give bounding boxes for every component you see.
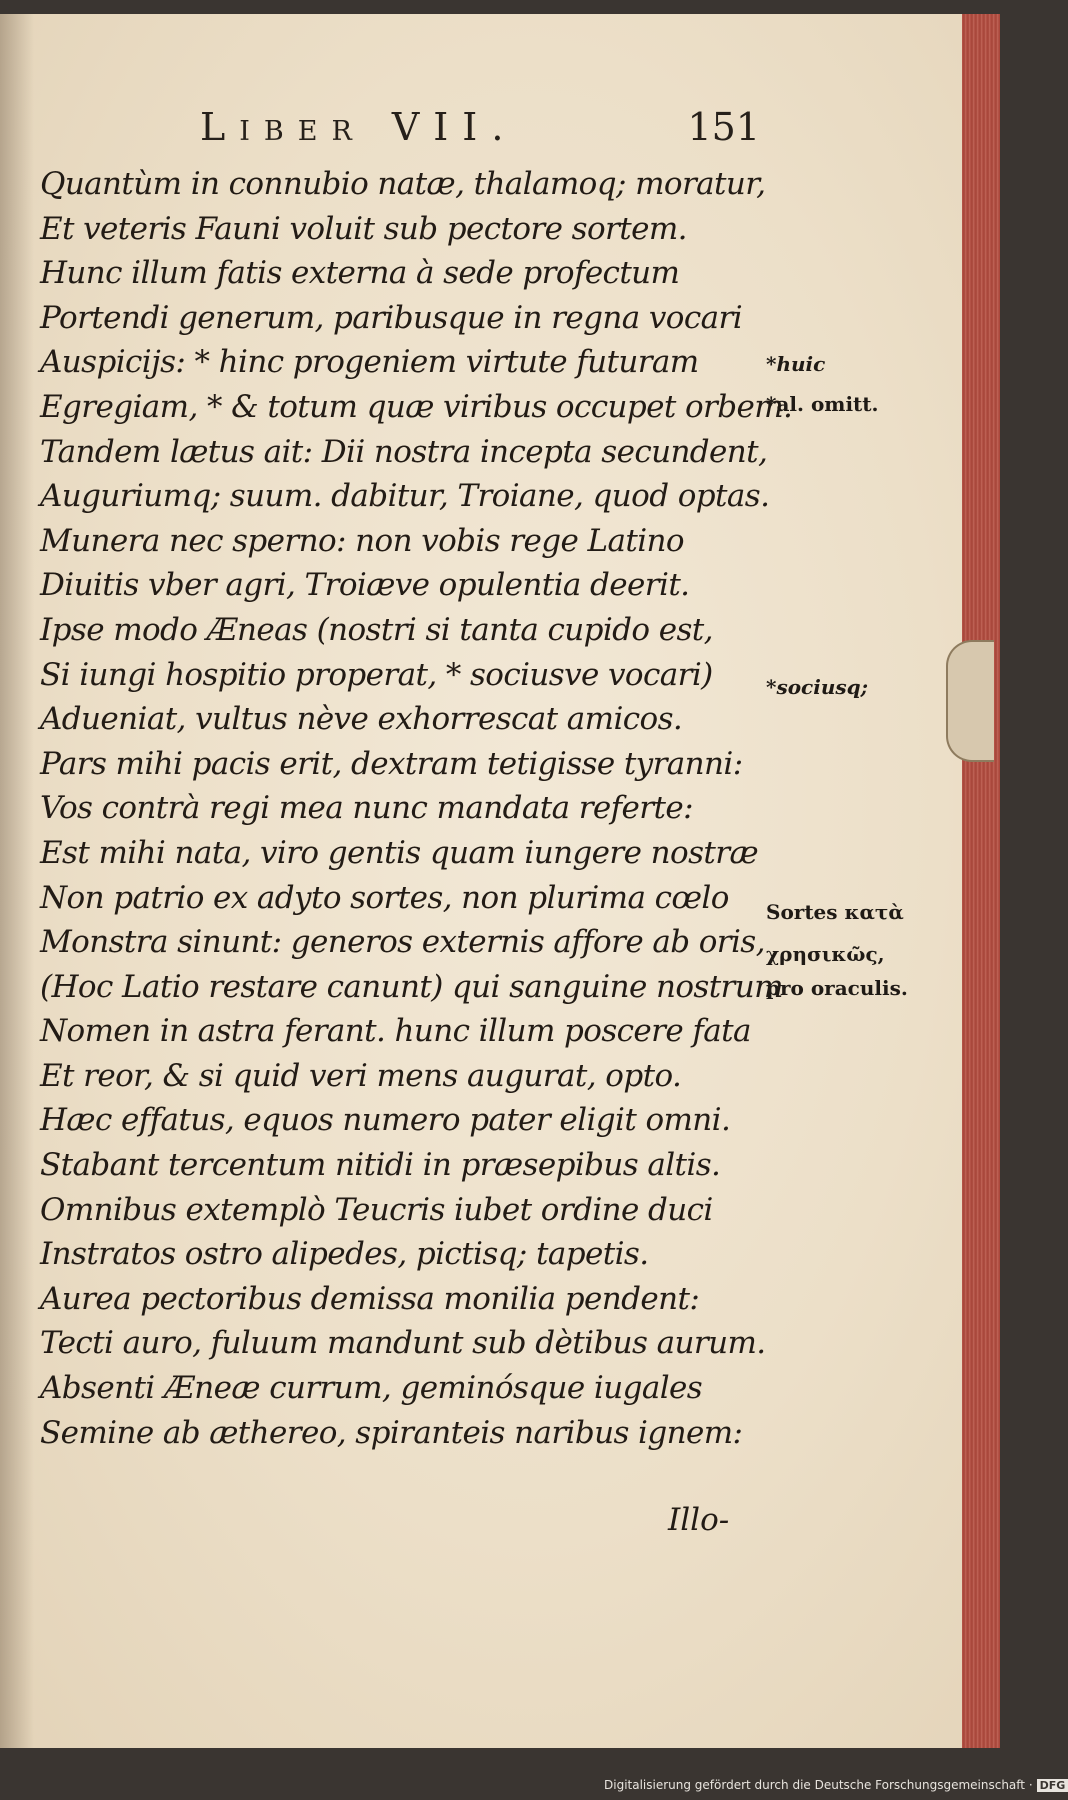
verse-line: Non patrio ex adyto sortes, non plurima cœlo [40,879,729,916]
verse-line: Et reor, & si quid veri mens augurat, opto. [40,1057,682,1094]
page-number: 151 [687,105,760,149]
verse-line: Semine ab æthereo, spiranteis naribus ignem: [40,1414,743,1451]
verse-line: Hunc illum fatis externa à sede profectum [40,255,680,292]
verse-line: Est mihi nata, viro gentis quam iungere nostræ [40,834,758,871]
verse-line: Si iungi hospitio properat, * sociusve vocari) [40,656,713,693]
verse-line: Auguriumq; suum. dabitur, Troiane, quod optas. [40,478,770,515]
verse-line: Omnibus extemplò Teucris iubet ordine duci [40,1191,713,1228]
verse-line: Quantùm in connubio natæ, thalamoq; moratur, [40,166,766,202]
verse-line: Nomen in astra ferant. hunc illum poscere fata [40,1013,751,1050]
verse-line: Absenti Æneæ currum, geminósque iugales [40,1370,703,1407]
digitization-credit [604,1778,1068,1792]
catchword: Illo- [668,1502,730,1538]
margin-note: *sociusq; [766,675,869,699]
margin-note: pro oraculis. [766,976,908,1000]
verse-line: Diuitis vber agri, Troiæve opulentia deerit. [40,567,690,604]
page-header [200,105,760,153]
verse-line: Portendi generum, paribusque in regna vocari [40,299,743,336]
margin-note: *huic [766,352,826,376]
verse-line: Adueniat, vultus nève exhorrescat amicos. [40,701,683,738]
verse-line: Munera nec sperno: non vobis rege Latino [40,522,684,559]
margin-note: χρησικῶς, [766,942,885,966]
book-clasp [946,640,994,762]
verse-line: Hæc effatus, equos numero pater eligit omni. [40,1102,731,1139]
margin-note: *al. omitt. [766,392,879,416]
margin-note: Sortes κατὰ [766,900,904,924]
dfg-logo: DFG [1037,1779,1068,1792]
credit-text: Digitalisierung gefördert durch die Deutsche Forschungsgemeinschaft · [604,1778,1033,1792]
running-head: Liber VII. [200,105,518,149]
verse-line: Aurea pectoribus demissa monilia pendent: [40,1280,700,1317]
verse-line: Tecti auro, fuluum mandunt sub dètibus aurum. [40,1325,766,1362]
gutter-shadow [0,14,34,1748]
verse-line: (Hoc Latio restare canunt) qui sanguine nostrum [40,968,783,1005]
verse-line: Tandem lætus ait: Dii nostra incepta secundent, [40,433,768,470]
verse-line: Monstra sinunt: generos externis affore ab oris, [40,924,765,961]
verse-list [40,162,793,1455]
page-edges [962,14,1000,1748]
verse-line: Pars mihi pacis erit, dextram tetigisse tyranni: [40,745,743,782]
verse-line: Vos contrà regi mea nunc mandata referte: [40,790,693,827]
verse-line: Et veteris Fauni voluit sub pectore sortem. [40,210,687,247]
verse-line: Ipse modo Æneas (nostri si tanta cupido est, [40,611,713,648]
verse-line: Stabant tercentum nitidi in præsepibus altis. [40,1147,721,1184]
verse-line: Egregiam, * & totum quæ viribus occupet orbem. [40,388,793,425]
verse-line: Instratos ostro alipedes, pictisq; tapetis. [40,1236,649,1273]
verse-line: Auspicijs: * hinc progeniem virtute futuram [40,344,699,381]
